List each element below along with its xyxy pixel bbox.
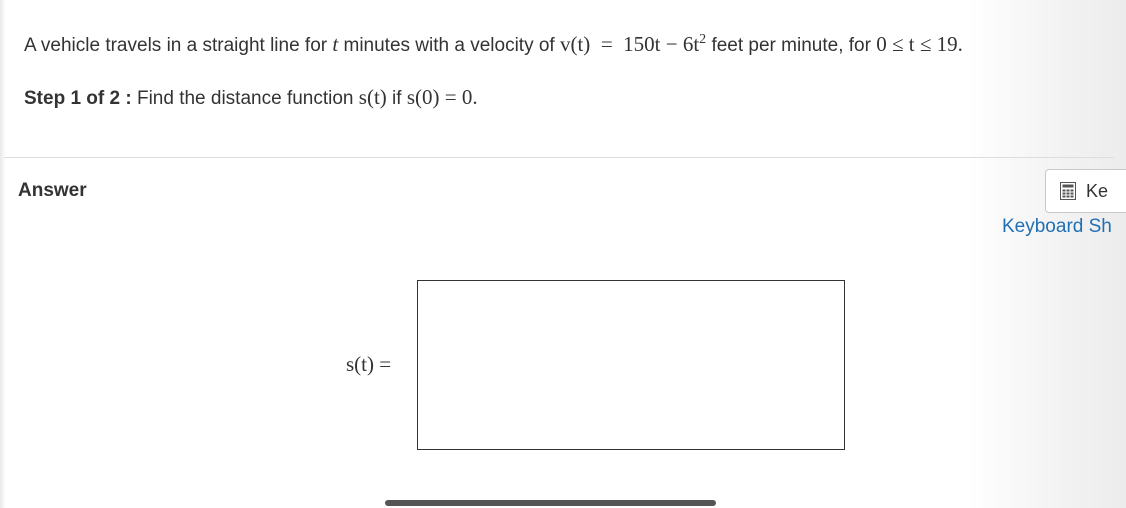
step-function: s(t) bbox=[358, 85, 387, 109]
step-prefix: Step 1 of 2 : bbox=[24, 88, 132, 109]
horizontal-scrollbar[interactable] bbox=[385, 500, 716, 506]
keyboard-shortcuts-link[interactable]: Keyboard Sh bbox=[1002, 216, 1112, 237]
problem-text-mid: minutes with a velocity of bbox=[338, 35, 560, 56]
answer-label: Answer bbox=[18, 180, 87, 201]
answer-input-label: s(t) = bbox=[346, 352, 392, 376]
left-edge-shadow bbox=[0, 0, 6, 508]
problem-var-t: t bbox=[332, 32, 339, 56]
velocity-expression bbox=[560, 32, 706, 56]
keypad-button[interactable] bbox=[1045, 169, 1126, 213]
step-text-if: if bbox=[386, 88, 407, 109]
problem-statement bbox=[24, 27, 963, 59]
velocity-equals: = bbox=[600, 32, 613, 56]
step-instruction bbox=[24, 84, 478, 112]
step-text: Find the distance function bbox=[131, 88, 359, 109]
keypad-label: Ke bbox=[1086, 180, 1109, 201]
velocity-rhs: 150t − 6t bbox=[623, 32, 700, 56]
section-divider bbox=[4, 157, 1114, 158]
problem-text-before: A vehicle travels in a straight line for bbox=[24, 35, 333, 56]
problem-text-after: feet per minute, for bbox=[706, 35, 877, 56]
domain-expression: 0 ≤ t ≤ 19. bbox=[876, 32, 963, 56]
calculator-icon bbox=[1060, 182, 1076, 200]
step-condition: s(0) = 0. bbox=[406, 85, 478, 109]
velocity-exponent: 2 bbox=[699, 32, 707, 47]
answer-input-box[interactable] bbox=[417, 280, 845, 450]
velocity-lhs: v(t) bbox=[559, 32, 591, 56]
